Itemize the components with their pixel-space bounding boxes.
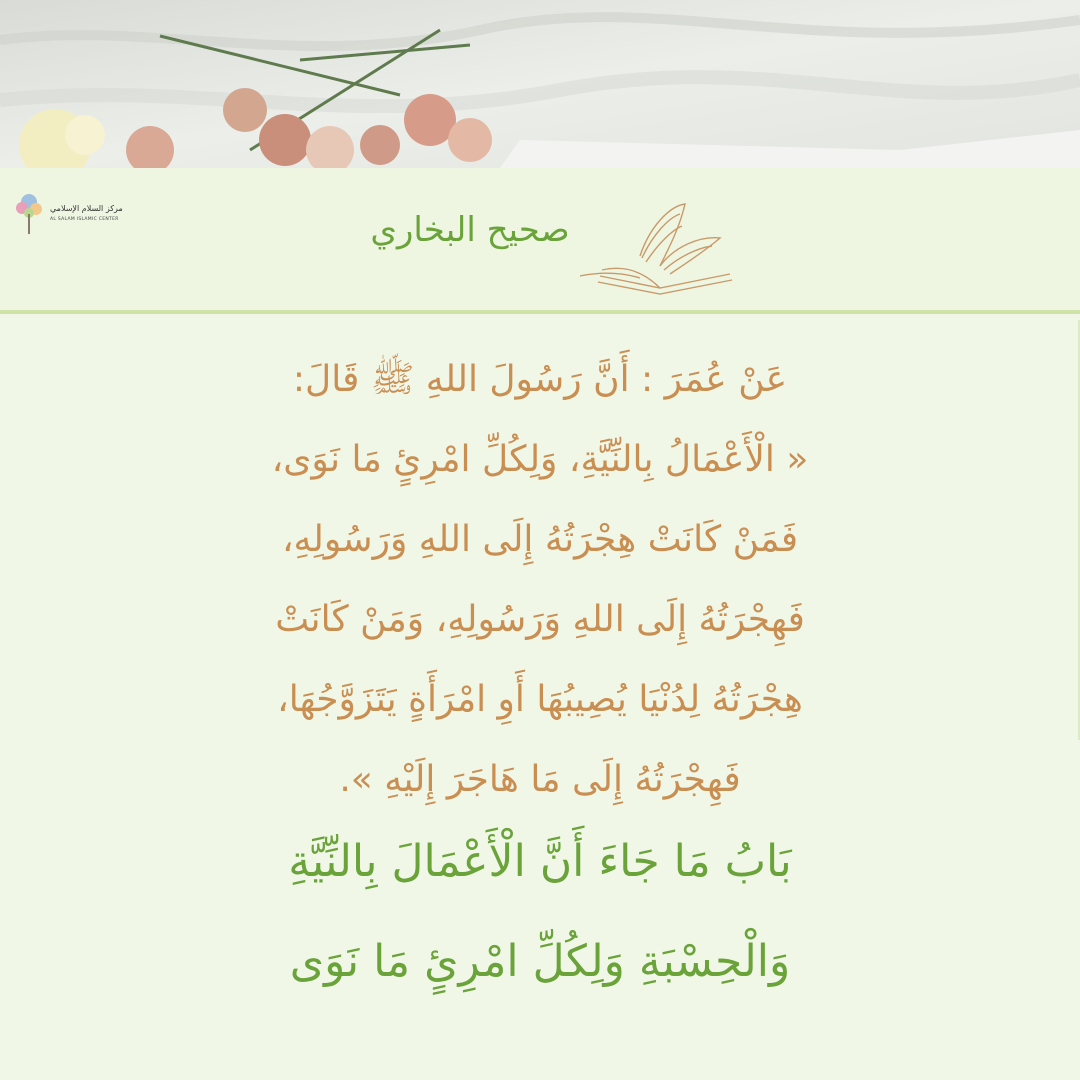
hadith-line: « الْأَعْمَالُ بِالنِّيَّةِ، وَلِكُلِّ امْرِئٍ مَا نَوَى، bbox=[271, 439, 809, 480]
hadith-line: عَنْ عُمَرَ : أَنَّ رَسُولَ اللهِ ﷺ قَالَ: bbox=[292, 359, 788, 400]
hadith-text bbox=[70, 340, 1010, 820]
hadith-line: هِجْرَتُهُ لِدُنْيَا يُصِيبُهَا أَوِ امْرَأَةٍ يَتَزَوَّجُهَا، bbox=[277, 679, 803, 720]
hadith-line: فَهِجْرَتُهُ إِلَى مَا هَاجَرَ إِلَيْهِ ». bbox=[339, 759, 741, 800]
hadith-line: فَهِجْرَتُهُ إِلَى اللهِ وَرَسُولِهِ، وَمَنْ كَانَتْ bbox=[275, 599, 805, 640]
hadith-line: فَمَنْ كَانَتْ هِجْرَتُهُ إِلَى اللهِ وَرَسُولِهِ، bbox=[281, 519, 799, 560]
logo-text-english: AL SALAM ISLAMIC CENTER bbox=[50, 217, 119, 222]
logo-text-arabic: مركز السلام الإسلامي bbox=[50, 204, 123, 213]
logo bbox=[12, 188, 123, 242]
header-divider bbox=[0, 310, 1080, 314]
open-book-icon bbox=[580, 196, 740, 306]
header-photo bbox=[0, 0, 1080, 168]
page-title: صحيح البخاري bbox=[370, 210, 570, 250]
chapter-heading bbox=[70, 812, 1010, 1012]
tree-logo-icon bbox=[12, 188, 46, 242]
chapter-line: وَالْحِسْبَةِ وَلِكُلِّ امْرِئٍ مَا نَوَى bbox=[289, 936, 791, 987]
chapter-line: بَابُ مَا جَاءَ أَنَّ الْأَعْمَالَ بِالنِّيَّةِ bbox=[288, 836, 792, 887]
